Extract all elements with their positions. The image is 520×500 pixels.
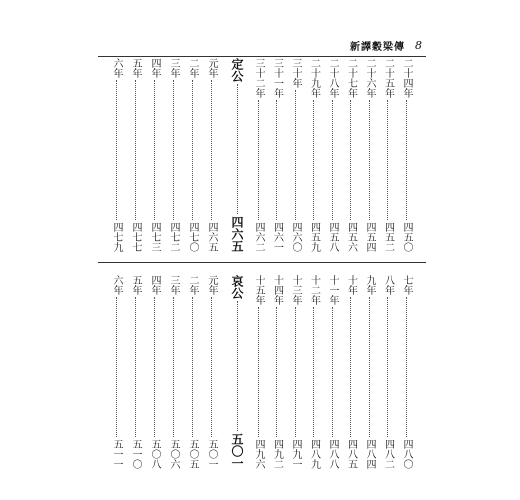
- toc-entry: [361, 275, 377, 469]
- toc-entry: [127, 275, 143, 469]
- year-label: 二十七年: [345, 58, 357, 98]
- dot-leader: [211, 297, 212, 437]
- toc-entry: [306, 58, 322, 252]
- page-reference: 五〇五: [187, 439, 198, 469]
- dot-leader: [369, 100, 370, 220]
- page-reference: 四六五: [206, 222, 217, 252]
- dot-leader: [332, 100, 333, 220]
- dot-leader: [350, 297, 351, 437]
- dot-leader: [387, 297, 388, 437]
- page-reference: 五〇一: [230, 433, 244, 469]
- toc-entry: [343, 275, 359, 469]
- toc-entry: [380, 58, 396, 252]
- dot-leader: [258, 100, 259, 220]
- year-label: 三十年: [290, 58, 301, 88]
- year-label: 元年: [206, 275, 217, 295]
- dot-leader: [332, 307, 333, 437]
- dot-leader: [192, 80, 193, 220]
- page-reference: 四五二: [382, 222, 394, 252]
- toc-entry: [343, 58, 359, 252]
- duke-heading-entry: [229, 275, 245, 469]
- toc-entry: [108, 275, 124, 469]
- toc-entry: [203, 275, 219, 469]
- year-label: 三年: [168, 58, 179, 78]
- toc-entry: [165, 275, 181, 469]
- running-header: [350, 38, 422, 52]
- page-reference: 五一〇: [130, 439, 141, 469]
- dot-leader: [406, 297, 407, 437]
- dot-leader: [173, 297, 174, 437]
- year-label: 四年: [149, 58, 160, 78]
- toc-entry: [250, 58, 266, 252]
- toc-entry: [127, 58, 143, 252]
- year-label: 二十五年: [382, 58, 394, 98]
- page-reference: 四七三: [149, 222, 160, 252]
- page-reference: 四八九: [308, 439, 320, 469]
- toc-entry: [306, 275, 322, 469]
- toc-entry: [398, 275, 414, 469]
- page-reference: 四五八: [327, 222, 338, 252]
- page-reference: 五〇一: [206, 439, 217, 469]
- year-label: 七年: [401, 275, 412, 295]
- toc-section-1: [100, 58, 422, 252]
- toc-entry: [361, 58, 377, 252]
- page-reference: 四九一: [290, 439, 301, 469]
- dot-leader: [237, 84, 238, 214]
- year-label: 三年: [168, 275, 179, 295]
- year-label: 元年: [206, 58, 217, 78]
- dot-leader: [135, 80, 136, 220]
- dot-leader: [211, 80, 212, 220]
- header-rule: [98, 56, 426, 57]
- toc-entry: [287, 58, 303, 252]
- toc-entry: [146, 275, 162, 469]
- page-reference: 四五九: [308, 222, 320, 252]
- toc-entry: [287, 275, 303, 469]
- year-label: 五年: [130, 275, 141, 295]
- toc-entry: [250, 275, 266, 469]
- year-label: 十四年: [271, 275, 283, 305]
- dot-leader: [135, 297, 136, 437]
- page-reference: 四七〇: [187, 222, 198, 252]
- toc-entry: [184, 275, 200, 469]
- page-number: 8: [415, 38, 422, 52]
- dot-leader: [258, 307, 259, 437]
- year-label: 三十一年: [271, 58, 283, 98]
- dot-leader: [295, 90, 296, 220]
- page-reference: 四九六: [253, 439, 264, 469]
- page-reference: 四八二: [382, 439, 394, 469]
- book-title: 新譯穀梁傳: [350, 41, 405, 53]
- year-label: 二十九年: [308, 58, 320, 98]
- page-reference: 四五六: [345, 222, 357, 252]
- dot-leader: [154, 80, 155, 220]
- toc-entry: [380, 275, 396, 469]
- year-label: 六年: [111, 58, 122, 78]
- dot-leader: [295, 307, 296, 437]
- dot-leader: [116, 297, 117, 437]
- duke-heading-entry: [229, 58, 245, 252]
- dot-leader: [387, 100, 388, 220]
- dot-leader: [276, 307, 277, 437]
- year-label: 八年: [382, 275, 394, 295]
- toc-entry: [146, 58, 162, 252]
- year-label: 二十六年: [364, 58, 375, 98]
- page-reference: 四七二: [168, 222, 179, 252]
- dot-leader: [116, 80, 117, 220]
- dot-leader: [369, 297, 370, 437]
- page-reference: 四六一: [271, 222, 283, 252]
- year-label: 四年: [149, 275, 160, 295]
- dot-leader: [313, 100, 314, 220]
- dot-leader: [237, 301, 238, 431]
- toc-entry: [108, 58, 124, 252]
- year-label: 十年: [345, 275, 357, 295]
- page-reference: 四六二: [253, 222, 264, 252]
- year-label: 二十四年: [401, 58, 412, 98]
- year-label: 三十二年: [253, 58, 264, 98]
- dot-leader: [350, 100, 351, 220]
- toc-entry: [269, 275, 285, 469]
- toc-entry: [203, 58, 219, 252]
- year-label: 六年: [111, 275, 122, 295]
- page-reference: 四五〇: [401, 222, 412, 252]
- year-label: 十三年: [290, 275, 301, 305]
- toc-entry: [324, 275, 340, 469]
- toc-entry: [184, 58, 200, 252]
- year-label: 十一年: [327, 275, 338, 305]
- duke-name: 定公: [230, 58, 244, 82]
- year-label: 二年: [187, 58, 198, 78]
- page-reference: 四八四: [364, 439, 375, 469]
- page-reference: 四六〇: [290, 222, 301, 252]
- dot-leader: [192, 297, 193, 437]
- page-reference: 四八八: [327, 439, 338, 469]
- dot-leader: [406, 100, 407, 220]
- toc-entry: [165, 58, 181, 252]
- year-label: 二十八年: [327, 58, 338, 98]
- year-label: 十五年: [253, 275, 264, 305]
- year-label: 九年: [364, 275, 375, 295]
- page-reference: 五一一: [111, 439, 122, 469]
- toc-section-2: [100, 275, 422, 469]
- toc-entry: [324, 58, 340, 252]
- page-reference: 五〇八: [149, 439, 160, 469]
- page-reference: 四七九: [111, 222, 122, 252]
- page-reference: 四七七: [130, 222, 141, 252]
- year-label: 二年: [187, 275, 198, 295]
- page-reference: 四九二: [271, 439, 283, 469]
- year-label: 五年: [130, 58, 141, 78]
- dot-leader: [173, 80, 174, 220]
- year-label: 十二年: [308, 275, 320, 305]
- page-reference: 四八〇: [401, 439, 412, 469]
- page-reference: 五〇六: [168, 439, 179, 469]
- dot-leader: [313, 307, 314, 437]
- section-divider: [98, 262, 426, 263]
- page-reference: 四八五: [345, 439, 357, 469]
- page-reference: 四六五: [230, 216, 244, 252]
- page-reference: 四五四: [364, 222, 375, 252]
- duke-name: 哀公: [230, 275, 244, 299]
- toc-entry: [269, 58, 285, 252]
- dot-leader: [276, 100, 277, 220]
- toc-entry: [398, 58, 414, 252]
- dot-leader: [154, 297, 155, 437]
